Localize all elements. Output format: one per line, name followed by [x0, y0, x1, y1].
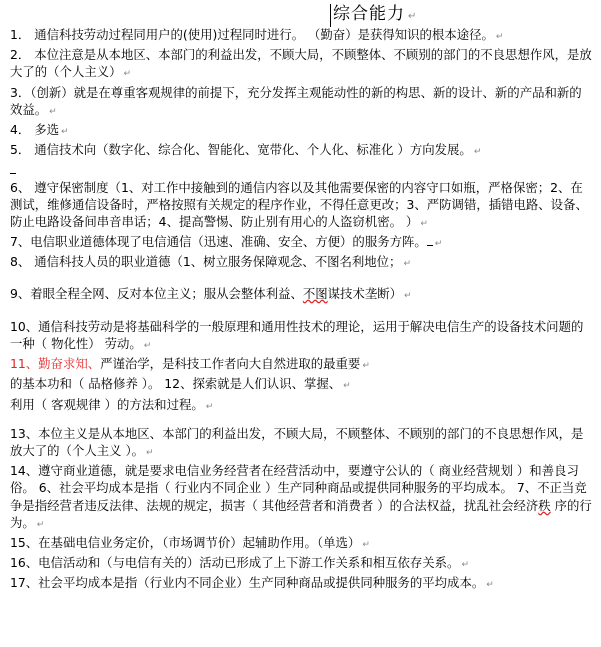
- paragraph-text: 4． 多选: [10, 122, 59, 138]
- paragraph-mark-icon: ↵: [362, 361, 370, 372]
- paragraph-mark-icon: ↵: [61, 127, 69, 138]
- paragraph-text: 15、在基础电信业务定价，（市场调节价）起辅助作用。（单选）: [10, 535, 361, 551]
- paragraph-mark-icon: ↵: [420, 219, 428, 230]
- paragraph-9: [10, 285, 592, 305]
- paragraph-mark-icon: ↵: [123, 69, 132, 80]
- paragraph-4: [10, 121, 592, 141]
- paragraph-text: 3．（创新）就是在尊重客观规律的前提下，充分发挥主观能动性的新的构思、新的设计、新的产品和新的效益。: [10, 84, 582, 117]
- paragraph-13: [10, 425, 592, 462]
- paragraph-2: [10, 46, 592, 83]
- paragraph-mark-icon: ↵: [403, 259, 411, 270]
- title-text: 综合能力: [333, 4, 405, 24]
- paragraph-text: 1． 通信科技劳动过程同用户的(使用)过程同时进行。 （勤奋）是获得知识的根本途径。: [10, 27, 494, 42]
- document-title: [330, 4, 417, 27]
- text-cursor: [10, 163, 16, 174]
- paragraph-text: 8、 通信科技人员的职业道德（1、树立服务保障观念、不图名利地位；: [10, 254, 402, 270]
- paragraph-text: 6、 遵守保密制度（1、对工作中接触到的通信内容以及其他需要保密的内容守口如瓶，严格保密；2、在测试，维修通信设备时，严格按照有关规定的程序作业，不得任意更改；3、严防调错，插错电路、设备、防止电路设备间串音串话；4、提高警惕、防止别有用心的人盗窃机密。 ）: [10, 179, 588, 230]
- spellcheck-word: 不图: [302, 285, 328, 301]
- paragraph-mark-icon: ↵: [143, 341, 152, 352]
- paragraph-12: [10, 396, 592, 416]
- paragraph-6: [10, 179, 592, 234]
- paragraph-mark-icon: ↵: [362, 540, 370, 551]
- paragraph-3: [10, 84, 592, 121]
- highlight-text: 11、勤奋求知、: [10, 356, 101, 372]
- paragraph-mark-icon: ↵: [408, 11, 418, 22]
- paragraph-mark-icon: ↵: [343, 381, 351, 392]
- paragraph-mark-icon: ↵: [461, 560, 469, 571]
- paragraph-10: [10, 318, 592, 355]
- spellcheck-word: 秩: [538, 497, 551, 513]
- paragraph-mark-icon: ↵: [36, 519, 45, 530]
- paragraph-text: 10、通信科技劳动是将基础科学的一般原理和通用性技术的理论，运用于解决电信生产的设备技术问题的一种（ 物化性） 劳动。: [10, 318, 584, 352]
- paragraph-text: 2． 本位注意是从本地区、本部门的利益出发，不顾大局，不顾整体、不顾别的部门的不良思想作风，是放大了的（个人主义）: [10, 47, 592, 80]
- paragraph-1: [10, 26, 592, 46]
- paragraph-text: 谋技术垄断）: [327, 285, 402, 301]
- paragraph-mark-icon: ↵: [486, 580, 494, 591]
- paragraph-11-cont: [10, 375, 592, 395]
- paragraph-text: 13、本位主义是从本地区、本部门的利益出发，不顾大局，不顾整体、不顾别的部门的不良思想作风，是放大了的（个人主义 ）。: [10, 425, 584, 459]
- document-body: [10, 26, 592, 595]
- paragraph-mark-icon: ↵: [434, 239, 443, 250]
- paragraph-14: [10, 462, 592, 534]
- text-cursor-line: [10, 161, 592, 178]
- paragraph-5: [10, 141, 592, 161]
- paragraph-text: 5． 通信技术向（数字化、综合化、智能化、宽带化、个人化、标准化 ）方向发展。: [10, 142, 472, 158]
- paragraph-mark-icon: ↵: [146, 448, 154, 459]
- paragraph-17: [10, 574, 592, 594]
- paragraph-text: 7、电信职业道德体现了电信通信（迅速、准确、安全、方便）的服务方阵。: [10, 234, 427, 250]
- text-cursor: [427, 235, 433, 246]
- paragraph-mark-icon: ↵: [49, 106, 57, 117]
- paragraph-text: 17、社会平均成本是指（行业内不同企业）生产同种商品或提供同种服务的平均成本。: [10, 575, 485, 591]
- paragraph-text: 9、着眼全程全网、反对本位主义；服从会整体利益、: [10, 285, 303, 301]
- paragraph-7: [10, 233, 592, 253]
- paragraph-mark-icon: ↵: [473, 147, 482, 158]
- paragraph-8: [10, 253, 592, 273]
- paragraph-mark-icon: ↵: [495, 32, 504, 42]
- paragraph-11: [10, 355, 592, 375]
- paragraph-text: 利用（ 客观规律 ）的方法和过程。: [10, 396, 204, 412]
- paragraph-text: 的基本功和（ 品格修养 ）。 12、探索就是人们认识、掌握、: [10, 376, 342, 392]
- paragraph-text: 16、电信活动和（与电信有关的）活动已形成了上下游工作关系和相互依存关系。: [10, 555, 460, 571]
- paragraph-mark-icon: ↵: [205, 401, 214, 412]
- paragraph-mark-icon: ↵: [404, 290, 412, 301]
- paragraph-15: [10, 534, 592, 554]
- paragraph-16: [10, 554, 592, 574]
- paragraph-text: 严谨治学，是科技工作者向大自然进取的最重要: [100, 356, 361, 372]
- paragraph-text: 序的行为。: [10, 497, 592, 530]
- paragraph-text: 14、遵守商业道德，就是要求电信业务经营者在经营活动中，要遵守公认的（ 商业经营规划 ）和善良习俗。 6、社会平均成本是指（ 行业内不同企业 ）生产同种商品或提供同种服务的平均成本。 7、不正当竞争是指经营者违反法律、法规的规定，损害（ 其他经营者和消费者 ）的合法权益，扰乱社会经济: [10, 463, 587, 513]
